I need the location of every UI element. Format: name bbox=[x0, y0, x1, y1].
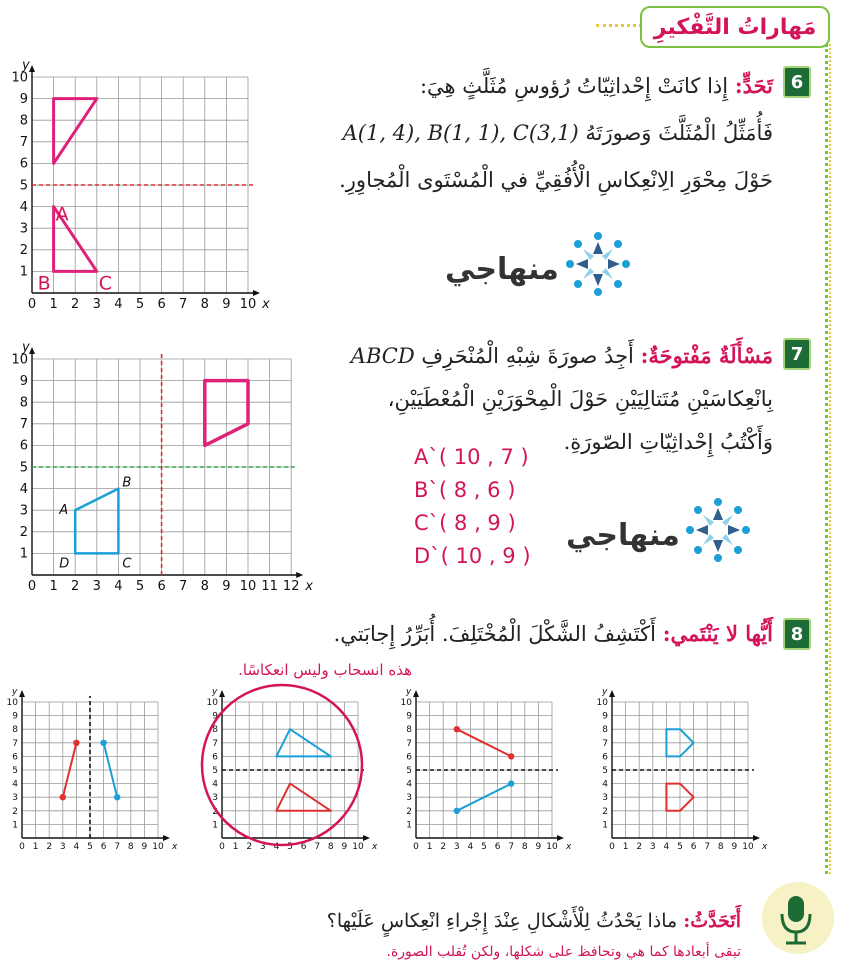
y-tick-label: 7 bbox=[406, 738, 412, 749]
x-tick-label: 11 bbox=[261, 579, 278, 594]
x-tick-label: 0 bbox=[27, 297, 37, 312]
y-tick-label: 5 bbox=[12, 766, 18, 776]
x-tick-label: 3 bbox=[259, 842, 266, 852]
y-tick-label: 9 bbox=[406, 711, 412, 722]
brand-logo-icon bbox=[558, 228, 638, 300]
q7-shape-name: ABCD bbox=[350, 344, 415, 368]
x-tick-label: 8 bbox=[200, 297, 209, 312]
y-tick-label: 4 bbox=[212, 779, 218, 790]
question-number-7: 7 bbox=[783, 338, 811, 370]
x-tick-label: 9 bbox=[535, 842, 542, 852]
y-tick-label: 5 bbox=[212, 766, 218, 776]
y-tick-label: 3 bbox=[212, 793, 218, 804]
x-tick-label: 5 bbox=[481, 842, 487, 852]
x-tick-label: 7 bbox=[179, 297, 188, 312]
x-tick-label: 5 bbox=[677, 842, 683, 852]
x-tick-label: 10 bbox=[742, 842, 754, 852]
x-tick-label: 7 bbox=[314, 842, 321, 852]
q6-coordinate-grid bbox=[0, 48, 270, 320]
y-tick-label: 8 bbox=[406, 725, 412, 736]
brand-text-1: منهاجي bbox=[445, 252, 559, 287]
x-tick-label: 0 bbox=[219, 842, 225, 852]
y-tick-label: 1 bbox=[19, 264, 28, 280]
y-tick-label: 8 bbox=[19, 395, 28, 411]
y-tick-label: 3 bbox=[19, 503, 28, 519]
y-tick-label: 3 bbox=[19, 221, 28, 237]
y-tick-label: 9 bbox=[602, 711, 608, 722]
y-tick-label: 4 bbox=[406, 779, 412, 790]
x-tick-label: 1 bbox=[49, 297, 58, 312]
y-tick-label: 10 bbox=[596, 698, 608, 708]
x-tick-label: 10 bbox=[239, 297, 257, 312]
x-tick-label: 3 bbox=[92, 297, 101, 312]
y-tick-label: 5 bbox=[406, 766, 412, 776]
y-axis-label: y bbox=[406, 687, 412, 697]
answer-d: D`( 10 , 9 ) bbox=[414, 544, 531, 568]
y-arrow-icon bbox=[29, 347, 35, 354]
y-tick-label: 9 bbox=[12, 711, 18, 722]
y-tick-label: 1 bbox=[212, 820, 218, 831]
x-tick-label: 3 bbox=[59, 842, 66, 852]
y-tick-label: 6 bbox=[212, 752, 218, 763]
y-tick-label: 4 bbox=[19, 199, 28, 215]
highlight-circle bbox=[202, 685, 362, 845]
y-tick-label: 6 bbox=[12, 752, 18, 763]
x-tick-label: 1 bbox=[32, 842, 39, 852]
y-tick-label: 9 bbox=[19, 373, 28, 389]
talk-label: أَتَحَدَّثُ: bbox=[683, 910, 741, 932]
y-tick-label: 2 bbox=[19, 243, 28, 259]
x-tick-label: 0 bbox=[27, 579, 37, 594]
brand-text-2: منهاجي bbox=[566, 518, 680, 553]
q6-coordinates: A(1, 4), B(1, 1), C(3,1) bbox=[342, 120, 579, 145]
point bbox=[508, 753, 514, 759]
talk-section bbox=[181, 910, 741, 932]
x-tick-label: 4 bbox=[663, 842, 670, 852]
talk-answer: تبقى أبعادها كما هي وتحافظ على شكلها، ولكن تُقلب الصورة. bbox=[386, 944, 741, 960]
x-tick-label: 8 bbox=[327, 842, 334, 852]
y-tick-label: 10 bbox=[400, 698, 412, 708]
y-tick-label: 9 bbox=[212, 711, 218, 722]
x-tick-label: 3 bbox=[453, 842, 460, 852]
y-tick-label: 7 bbox=[19, 135, 28, 151]
q6-text bbox=[323, 68, 773, 198]
x-tick-label: 9 bbox=[141, 842, 148, 852]
microphone-icon bbox=[760, 880, 836, 956]
x-tick-label: 0 bbox=[413, 842, 419, 852]
q7-text bbox=[303, 338, 773, 460]
y-axis-label: y bbox=[212, 687, 218, 697]
label-b: B bbox=[122, 475, 132, 491]
x-tick-label: 1 bbox=[49, 579, 58, 594]
point bbox=[60, 794, 66, 800]
y-axis-label: y bbox=[22, 340, 30, 355]
y-arrow-icon bbox=[413, 690, 419, 697]
y-arrow-icon bbox=[609, 690, 615, 697]
x-tick-label: 6 bbox=[157, 297, 166, 312]
y-arrow-icon bbox=[219, 690, 225, 697]
y-tick-label: 8 bbox=[212, 725, 218, 736]
y-axis-label: y bbox=[12, 687, 18, 697]
y-tick-label: 7 bbox=[19, 417, 28, 433]
x-arrow-icon bbox=[753, 835, 760, 841]
y-tick-label: 2 bbox=[212, 806, 218, 817]
answer-a: A`( 10 , 7 ) bbox=[414, 445, 529, 469]
x-axis-label: x bbox=[262, 297, 270, 312]
point bbox=[114, 794, 120, 800]
x-tick-label: 7 bbox=[114, 842, 121, 852]
x-tick-label: 10 bbox=[239, 579, 257, 594]
q7-coordinate-grid bbox=[0, 330, 313, 602]
q8-text bbox=[293, 616, 773, 653]
y-tick-label: 6 bbox=[406, 752, 412, 763]
q7-line1: أَجِدُ صورَةَ شِبْهِ الْمُنْحَرِفِ bbox=[421, 344, 634, 368]
question-number-6: 6 bbox=[783, 66, 811, 98]
y-tick-label: 7 bbox=[602, 738, 608, 749]
x-axis-label: x bbox=[762, 842, 768, 852]
y-tick-label: 2 bbox=[19, 525, 28, 541]
y-tick-label: 10 bbox=[11, 352, 28, 368]
label-c: C bbox=[98, 272, 113, 295]
y-tick-label: 3 bbox=[602, 793, 608, 804]
x-tick-label: 7 bbox=[179, 579, 188, 594]
x-tick-label: 5 bbox=[87, 842, 93, 852]
x-arrow-icon bbox=[296, 572, 303, 578]
y-tick-label: 6 bbox=[602, 752, 608, 763]
point bbox=[454, 726, 460, 732]
y-tick-label: 7 bbox=[212, 738, 218, 749]
y-tick-label: 10 bbox=[11, 70, 28, 86]
x-tick-label: 7 bbox=[508, 842, 515, 852]
q8-graphs bbox=[0, 680, 853, 860]
x-tick-label: 6 bbox=[690, 842, 697, 852]
answer-c: C`( 8 , 9 ) bbox=[414, 511, 516, 535]
x-tick-label: 9 bbox=[731, 842, 738, 852]
y-tick-label: 8 bbox=[602, 725, 608, 736]
x-tick-label: 8 bbox=[521, 842, 528, 852]
x-tick-label: 6 bbox=[300, 842, 307, 852]
y-tick-label: 1 bbox=[12, 820, 18, 831]
x-tick-label: 6 bbox=[157, 579, 166, 594]
q7-answers bbox=[414, 441, 531, 573]
q6-line3: حَوْلَ مِحْوَرِ الِانْعِكاسِ الْأُفُقِيِّ في الْمُسْتَوى الْمُجاوِرِ. bbox=[339, 167, 773, 192]
point bbox=[508, 780, 514, 786]
x-tick-label: 1 bbox=[622, 842, 629, 852]
y-arrow-icon bbox=[29, 65, 35, 72]
y-tick-label: 10 bbox=[6, 698, 18, 708]
q7-line3: وَأَكْتُبُ إِحْداثِيّاتِ الصّورَةِ. bbox=[563, 429, 773, 454]
y-axis-label: y bbox=[602, 687, 608, 697]
x-tick-label: 8 bbox=[717, 842, 724, 852]
header-dots bbox=[596, 24, 642, 27]
label-a: A bbox=[59, 503, 69, 519]
x-tick-label: 10 bbox=[152, 842, 164, 852]
y-axis-label: y bbox=[22, 58, 30, 73]
y-tick-label: 4 bbox=[12, 779, 18, 790]
x-axis-label: x bbox=[305, 579, 313, 594]
y-arrow-icon bbox=[19, 690, 25, 697]
x-tick-label: 0 bbox=[609, 842, 615, 852]
x-tick-label: 6 bbox=[494, 842, 501, 852]
x-tick-label: 2 bbox=[46, 842, 53, 852]
x-tick-label: 2 bbox=[71, 579, 80, 594]
label-b: B bbox=[37, 272, 51, 295]
y-tick-label: 5 bbox=[602, 766, 608, 776]
q6-line1: إِذا كانَتْ إِحْداثِيّاتُ رُؤوسِ مُثَلَّثٍ هِيَ: bbox=[419, 74, 729, 98]
x-tick-label: 2 bbox=[636, 842, 643, 852]
label-a: A bbox=[55, 203, 69, 226]
x-tick-label: 0 bbox=[19, 842, 25, 852]
y-tick-label: 2 bbox=[406, 806, 412, 817]
y-tick-label: 10 bbox=[206, 698, 218, 708]
y-tick-label: 3 bbox=[12, 793, 18, 804]
y-tick-label: 5 bbox=[19, 178, 28, 194]
x-arrow-icon bbox=[253, 290, 260, 296]
y-tick-label: 8 bbox=[19, 113, 28, 129]
brand-logo-icon-2 bbox=[678, 494, 758, 566]
answer-b: B`( 8 , 6 ) bbox=[414, 478, 516, 502]
x-tick-label: 6 bbox=[100, 842, 107, 852]
y-tick-label: 5 bbox=[19, 460, 28, 476]
y-tick-label: 2 bbox=[602, 806, 608, 817]
x-tick-label: 7 bbox=[704, 842, 711, 852]
y-tick-label: 1 bbox=[602, 820, 608, 831]
x-tick-label: 3 bbox=[649, 842, 656, 852]
point bbox=[454, 808, 460, 814]
x-tick-label: 2 bbox=[246, 842, 253, 852]
x-tick-label: 10 bbox=[352, 842, 364, 852]
x-tick-label: 5 bbox=[135, 579, 145, 594]
x-tick-label: 4 bbox=[114, 579, 123, 594]
q6-label: تَحَدٍّ: bbox=[734, 73, 773, 98]
y-tick-label: 4 bbox=[19, 481, 28, 497]
x-tick-label: 1 bbox=[232, 842, 239, 852]
x-tick-label: 5 bbox=[287, 842, 293, 852]
q7-label: مَسْأَلَةٌ مَفْتوحَةٌ: bbox=[640, 343, 773, 368]
y-tick-label: 1 bbox=[19, 546, 28, 562]
x-tick-label: 8 bbox=[127, 842, 134, 852]
x-axis-label: x bbox=[566, 842, 572, 852]
talk-question: ماذا يَحْدُثُ لِلْأَشْكالِ عِنْدَ إِجْراءِ انْعِكاسٍ عَلَيْها؟ bbox=[326, 910, 678, 932]
question-number-8: 8 bbox=[783, 618, 811, 650]
q6-line2-text: فَأُمَثِّلُ الْمُثَلَّثَ وَصورَتَهُ bbox=[585, 120, 773, 145]
x-tick-label: 4 bbox=[73, 842, 80, 852]
x-arrow-icon bbox=[163, 835, 170, 841]
x-tick-label: 9 bbox=[222, 579, 231, 594]
x-tick-label: 9 bbox=[222, 297, 231, 312]
y-tick-label: 7 bbox=[12, 738, 18, 749]
y-tick-label: 8 bbox=[12, 725, 18, 736]
x-arrow-icon bbox=[557, 835, 564, 841]
x-axis-label: x bbox=[172, 842, 178, 852]
point bbox=[100, 740, 106, 746]
x-tick-label: 4 bbox=[114, 297, 123, 312]
x-tick-label: 9 bbox=[341, 842, 348, 852]
x-tick-label: 1 bbox=[426, 842, 433, 852]
x-tick-label: 4 bbox=[467, 842, 474, 852]
q8-note: هذه انسحاب وليس انعكاسًا. bbox=[238, 661, 412, 679]
x-tick-label: 3 bbox=[92, 579, 101, 594]
x-tick-label: 2 bbox=[440, 842, 447, 852]
y-tick-label: 6 bbox=[19, 438, 28, 454]
label-d: D bbox=[59, 556, 70, 572]
x-tick-label: 5 bbox=[135, 297, 145, 312]
x-axis-label: x bbox=[372, 842, 378, 852]
y-tick-label: 6 bbox=[19, 156, 28, 172]
x-tick-label: 4 bbox=[273, 842, 280, 852]
y-tick-label: 3 bbox=[406, 793, 412, 804]
q7-line2: بِانْعِكاسَيْنِ مُتَتالِيَيْنِ حَوْلَ الْمِحْوَرَيْنِ الْمُعْطَيَيْنِ، bbox=[387, 386, 773, 411]
q8-label: أَيُّها لا يَنْتَمي: bbox=[662, 621, 773, 646]
y-tick-label: 2 bbox=[12, 806, 18, 817]
y-tick-label: 4 bbox=[602, 779, 608, 790]
q8-question: أَكْتَشِفُ الشَّكْلَ الْمُخْتَلِفَ. أُبَرِّرُ إِجابَتي. bbox=[333, 622, 657, 646]
section-title: مَهاراتُ التَّفْكيرِ bbox=[640, 6, 830, 48]
y-tick-label: 1 bbox=[406, 820, 412, 831]
x-tick-label: 10 bbox=[546, 842, 558, 852]
x-tick-label: 8 bbox=[200, 579, 209, 594]
label-c: C bbox=[122, 556, 132, 572]
x-tick-label: 2 bbox=[71, 297, 80, 312]
point bbox=[73, 740, 79, 746]
x-arrow-icon bbox=[363, 835, 370, 841]
x-tick-label: 12 bbox=[282, 579, 300, 594]
y-tick-label: 9 bbox=[19, 91, 28, 107]
